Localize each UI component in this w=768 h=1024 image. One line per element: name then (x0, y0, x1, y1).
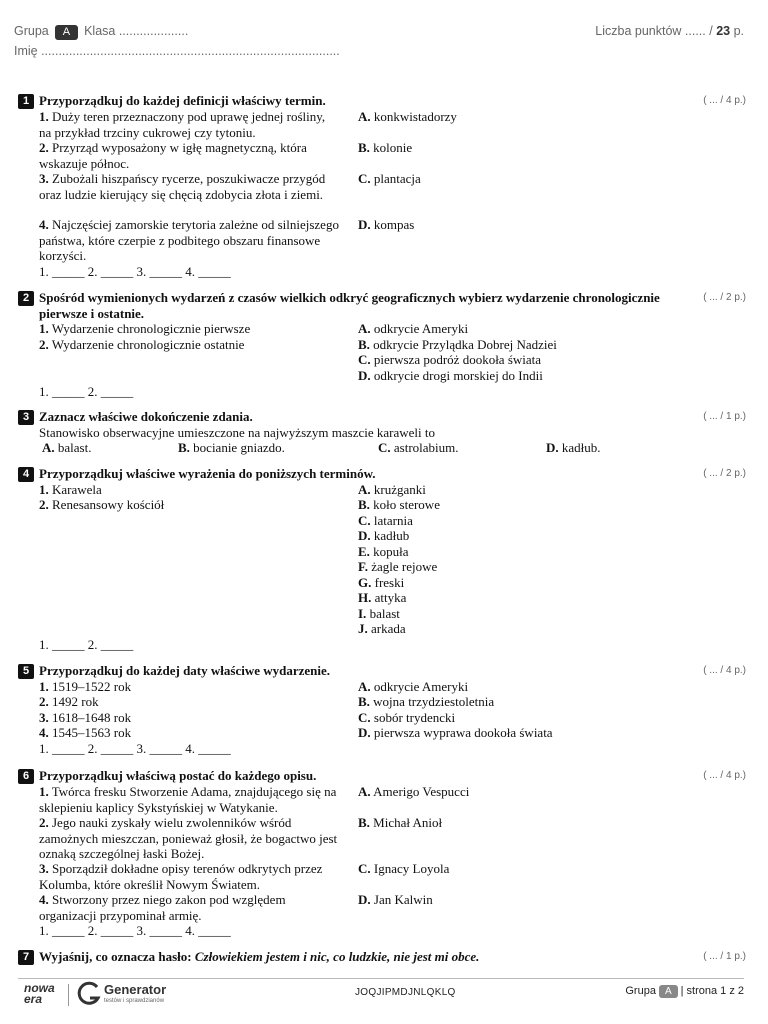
task-points: ( ... / 4 p.) (703, 665, 746, 676)
class-label: Klasa .................... (84, 24, 189, 38)
option-a: A. odkrycie Ameryki (358, 679, 469, 694)
option-a: A. odkrycie Ameryki (358, 321, 469, 336)
definition-2: 2. Przyrząd wyposażony w igłę magnetyczną, która wskazuje północ. (39, 140, 307, 171)
description-1: 1. Twórca fresku Stworzenie Adama, znajdującego się na sklepieniu kaplicy Sykstyńskiej w Watykanie. (39, 784, 337, 815)
answer-line[interactable]: 1. _____ 2. _____ 3. _____ 4. _____ (39, 923, 231, 938)
task-1 (18, 93, 746, 281)
sentence-stem: Stanowisko obserwacyjne umieszczone na najwyższym maszcie karaweli to (39, 425, 435, 440)
option-c: C. Ignacy Loyola (358, 861, 450, 876)
option-b: B. odkrycie Przylądka Dobrej Nadziei (358, 337, 557, 352)
footer-divider (18, 978, 744, 979)
task-6 (18, 768, 746, 940)
task-5 (18, 663, 746, 759)
nowa-era-logo: nowa era (24, 981, 55, 1006)
option-a: A. krużganki (358, 482, 426, 497)
group-badge: A (659, 985, 678, 998)
description-3: 3. Sporządził dokładne opisy terenów odkrytych przez Kolumba, które określił Nowym Światem. (39, 861, 323, 892)
task-points: ( ... / 2 p.) (703, 468, 746, 479)
task-4 (18, 466, 746, 656)
task-title: Przyporządkuj do każdej daty właściwe wydarzenie. (39, 663, 331, 678)
definition-1: 1. Duży teren przeznaczony pod uprawę jednej rośliny, na przykład trzciny cukrowej czy tytoniu. (39, 109, 326, 140)
logo-separator (68, 984, 69, 1006)
definition-3: 3. Zubożali hiszpańscy rycerze, poszukiwacze przygód oraz ludzie kierujący się chęcią zdobycia złota i ziemi. (39, 171, 326, 202)
task-7 (18, 949, 746, 967)
test-header (14, 24, 744, 60)
option-d: D. kompas (358, 217, 415, 232)
option-b: B. kolonie (358, 140, 413, 155)
page-info: Grupa A | strona 1 z 2 (625, 985, 744, 997)
option-i: I. balast (358, 606, 400, 621)
task-number: 7 (18, 950, 34, 965)
option-f: F. żagle rejowe (358, 559, 438, 574)
task-points: ( ... / 1 p.) (703, 411, 746, 422)
task-number: 6 (18, 769, 34, 784)
option-a[interactable]: A. balast. (42, 440, 92, 455)
task-title: Przyporządkuj do każdej definicji właściwy termin. (39, 93, 326, 108)
option-b: B. Michał Anioł (358, 815, 443, 830)
task-title: Spośród wymienionych wydarzeń z czasów wielkich odkryć geograficznych wybierz wydarzenie chronologicznie pierwsze i ostatnie. (39, 290, 660, 321)
generator-logo-text: Generator testów i sprawdzianów (104, 982, 167, 1004)
option-b[interactable]: B. bocianie gniazdo. (178, 440, 285, 455)
name-line: Imię ...................................................................................... (14, 44, 340, 58)
description-4: 4. Stworzony przez niego zakon pod względem organizacji przypominał armię. (39, 892, 286, 923)
quote: Człowiekiem jestem i nic, co ludzkie, nie jest mi obce. (194, 949, 480, 964)
task-points: ( ... / 2 p.) (703, 292, 746, 303)
task-points: ( ... / 4 p.) (703, 770, 746, 781)
option-c: C. plantacja (358, 171, 421, 186)
task-number: 5 (18, 664, 34, 679)
item-2: 2. Wydarzenie chronologicznie ostatnie (39, 337, 245, 352)
term-2: 2. Renesansowy kościół (39, 497, 165, 512)
option-d: D. kadłub (358, 528, 410, 543)
option-d: D. pierwsza wyprawa dookoła świata (358, 725, 553, 740)
answer-line[interactable]: 1. _____ 2. _____ (39, 637, 134, 652)
group-badge: A (55, 25, 78, 40)
option-a: A. konkwistadorzy (358, 109, 457, 124)
task-title: Zaznacz właściwe dokończenie zdania. (39, 409, 253, 424)
task-title: Przyporządkuj właściwą postać do każdego opisu. (39, 768, 317, 783)
option-h: H. attyka (358, 590, 407, 605)
answer-line[interactable]: 1. _____ 2. _____ 3. _____ 4. _____ (39, 741, 231, 756)
group-class-line (14, 24, 188, 40)
task-2 (18, 290, 746, 402)
item-1: 1. Wydarzenie chronologicznie pierwsze (39, 321, 251, 336)
description-2: 2. Jego nauki zyskały wielu zwolenników wśród zamożnych mieszczan, ponieważ głosił, że bogactwo jest oznaką szczególnej łaski Bożej. (39, 815, 338, 861)
date-4: 4. 1545–1563 rok (39, 725, 132, 740)
test-code: JOQJIPMDJNLQKLQ (355, 987, 456, 998)
task-title: Przyporządkuj właściwe wyrażenia do poniższych terminów. (39, 466, 376, 481)
answer-line[interactable]: 1. _____ 2. _____ (39, 384, 134, 399)
option-a: A. Amerigo Vespucci (358, 784, 470, 799)
task-3 (18, 409, 746, 459)
points-total: 23 (716, 24, 731, 38)
task-number: 1 (18, 94, 34, 109)
task-points: ( ... / 1 p.) (703, 951, 746, 962)
option-b: B. wojna trzydziestoletnia (358, 694, 495, 709)
total-points: Liczba punktów ...... / 23 p. (595, 24, 744, 38)
option-c[interactable]: C. astrolabium. (378, 440, 459, 455)
option-g: G. freski (358, 575, 405, 590)
option-c: C. pierwsza podróż dookoła świata (358, 352, 542, 367)
option-d[interactable]: D. kadłub. (546, 440, 601, 455)
date-3: 3. 1618–1648 rok (39, 710, 132, 725)
date-1: 1. 1519–1522 rok (39, 679, 132, 694)
generator-logo-icon (76, 981, 102, 1007)
definition-4: 4. Najczęściej zamorskie terytoria zależne od silniejszego państwa, które czerpie z podbitego obszaru finansowe korzyści. (39, 217, 339, 263)
task-number: 2 (18, 291, 34, 306)
option-d: D. odkrycie drogi morskiej do Indii (358, 368, 543, 383)
option-e: E. kopuła (358, 544, 409, 559)
task-points: ( ... / 4 p.) (703, 95, 746, 106)
group-label: Grupa (14, 24, 49, 38)
task-title: Wyjaśnij, co oznacza hasło: Człowiekiem jestem i nic, co ludzkie, nie jest mi obce. (39, 949, 480, 964)
option-b: B. koło sterowe (358, 497, 440, 512)
option-c: C. latarnia (358, 513, 413, 528)
answer-line[interactable]: 1. _____ 2. _____ 3. _____ 4. _____ (39, 264, 231, 279)
date-2: 2. 1492 rok (39, 694, 99, 709)
option-c: C. sobór trydencki (358, 710, 456, 725)
task-number: 3 (18, 410, 34, 425)
task-number: 4 (18, 467, 34, 482)
option-d: D. Jan Kalwin (358, 892, 433, 907)
term-1: 1. Karawela (39, 482, 102, 497)
option-j: J. arkada (358, 621, 406, 636)
